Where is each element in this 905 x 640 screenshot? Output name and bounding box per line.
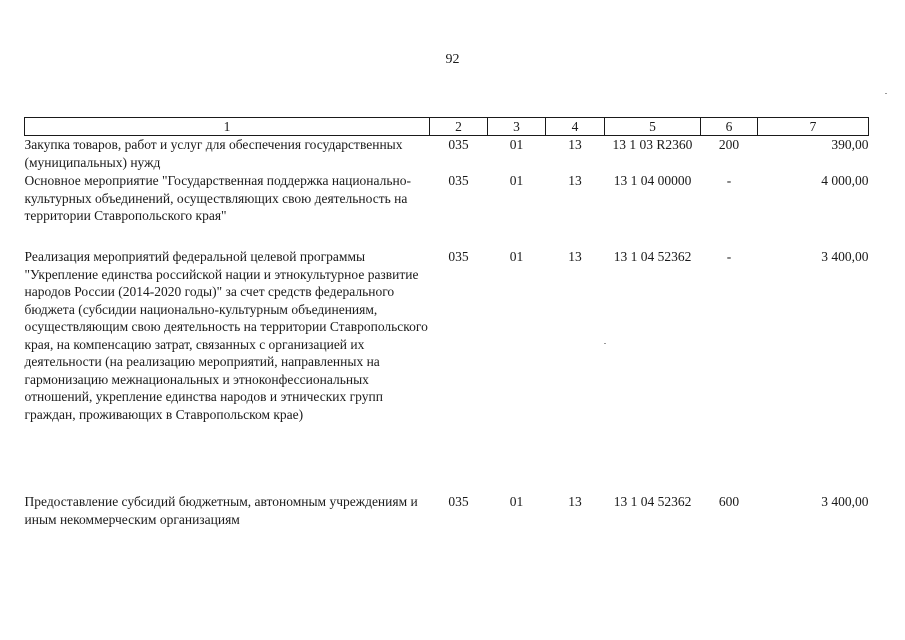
table-row	[25, 136, 869, 173]
column-header-5: 5	[605, 118, 701, 136]
table-row	[25, 493, 869, 533]
row-description: Реализация мероприятий федеральной целевой программы "Укрепление единства российской нации и этнокультурное развитие народов России (2014-2020 годы)" за счет средств федерального бюджета (субсидии национально-культурным объединениям, осуществляющим свою деятельность на территории Ставропольского края, на компенсацию затрат, связанных с организацией их деятельности (на реализацию мероприятий, направленных на гармонизацию межнациональных и этноконфессиональных отношений, укрепление единства народов и этнических групп граждан, проживающих в Ставропольском крае)	[24, 249, 428, 422]
table-row	[25, 172, 869, 248]
table-header-row	[25, 118, 869, 136]
cell-target-article: 13 1 03 R2360	[612, 137, 693, 152]
cell-ministry-code: 035	[448, 173, 469, 188]
column-header-1: 1	[25, 118, 430, 136]
cell-expense-type: -	[726, 249, 732, 264]
cell-amount: 4 000,00	[821, 173, 869, 188]
cell-target-article: 13 1 04 52362	[613, 494, 692, 509]
cell-section: 01	[509, 137, 524, 152]
cell-ministry-code: 035	[448, 494, 469, 509]
cell-target-article: 13 1 04 00000	[613, 173, 692, 188]
cell-amount: 3 400,00	[821, 249, 869, 264]
row-description: Закупка товаров, работ и услуг для обеспечения государственных (муниципальных) нужд	[24, 137, 403, 170]
cell-amount: 3 400,00	[821, 494, 869, 509]
scan-speck	[604, 343, 606, 344]
cell-amount: 390,00	[831, 137, 869, 152]
column-header-6: 6	[701, 118, 758, 136]
cell-ministry-code: 035	[448, 137, 469, 152]
cell-expense-type: -	[726, 173, 732, 188]
row-description: Основное мероприятие "Государственная поддержка национально-культурных объединений, осуществляющих свою деятельность на территории Ставропольского края"	[24, 173, 412, 223]
cell-expense-type: 600	[718, 494, 740, 509]
table-row	[25, 248, 869, 493]
budget-table	[24, 117, 869, 533]
cell-subsection: 13	[568, 494, 582, 509]
cell-target-article: 13 1 04 52362	[613, 249, 692, 264]
cell-subsection: 13	[568, 137, 582, 152]
column-header-7: 7	[758, 118, 869, 136]
row-description: Предоставление субсидий бюджетным, автономным учреждениям и иным некоммерческим организациям	[24, 494, 418, 527]
column-header-4: 4	[546, 118, 605, 136]
cell-ministry-code: 035	[448, 249, 469, 264]
column-header-3: 3	[488, 118, 546, 136]
cell-section: 01	[509, 494, 524, 509]
cell-section: 01	[509, 249, 524, 264]
cell-subsection: 13	[568, 173, 582, 188]
page-number: 92	[445, 52, 460, 67]
cell-expense-type: 200	[718, 137, 740, 152]
cell-subsection: 13	[568, 249, 582, 264]
cell-section: 01	[509, 173, 524, 188]
scan-speck	[885, 93, 887, 94]
column-header-2: 2	[430, 118, 488, 136]
